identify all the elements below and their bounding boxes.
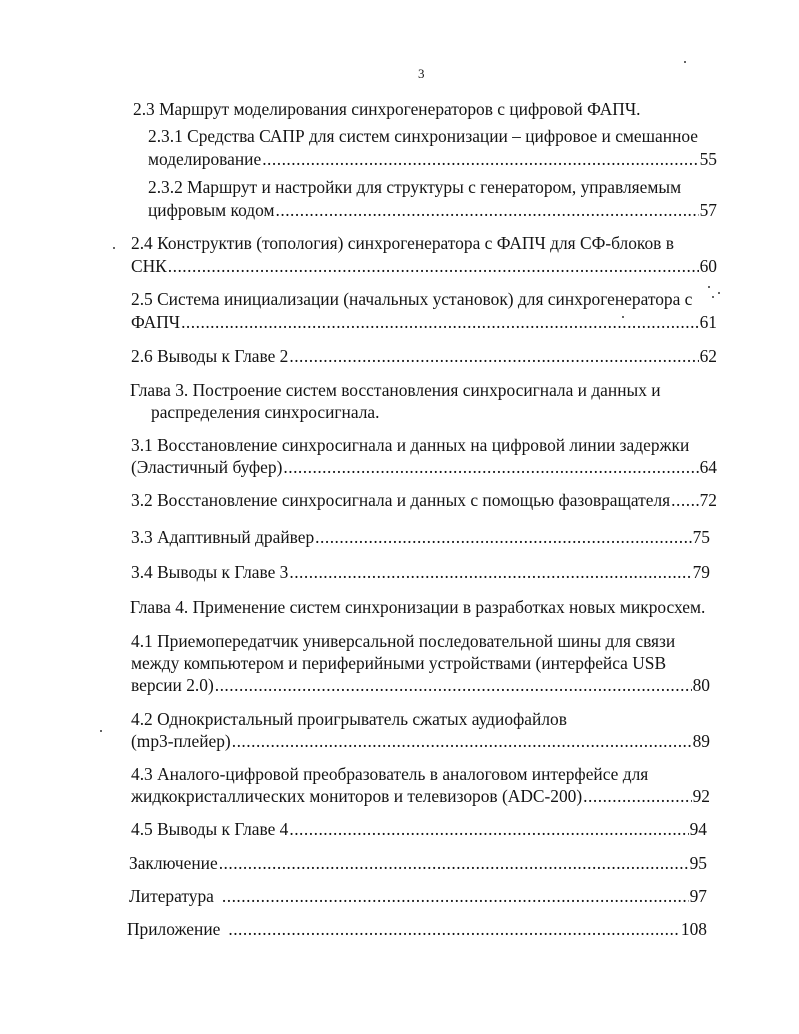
toc-entry-title: (mp3-плейер) bbox=[131, 731, 231, 751]
toc-entry-title: 3.3 Адаптивный драйвер bbox=[131, 527, 315, 547]
dot-leader bbox=[671, 489, 698, 511]
scan-speck bbox=[718, 292, 720, 294]
toc-page-number: 92 bbox=[692, 786, 710, 806]
scan-speck bbox=[708, 286, 710, 288]
toc-page-number: 64 bbox=[699, 457, 717, 477]
toc-entry-4-3 bbox=[131, 785, 710, 807]
toc-entry-2-4 bbox=[131, 255, 717, 277]
toc-entry-title: 2.6 Выводы к Главе 2 bbox=[131, 346, 289, 366]
toc-entry-4-2 bbox=[131, 730, 710, 752]
dot-leader bbox=[228, 918, 680, 940]
dot-leader bbox=[283, 456, 698, 478]
toc-entry-title: цифровым кодом bbox=[148, 200, 275, 220]
dot-leader bbox=[315, 526, 691, 548]
toc-page-number: 94 bbox=[689, 819, 707, 839]
toc-entry-title: версии 2.0) bbox=[131, 675, 214, 695]
toc-chapter-3-line1: Глава 3. Построение систем восстановления синхросигнала и данных и bbox=[130, 380, 661, 400]
toc-entry-4-1-line1: 4.1 Приемопередатчик универсальной последовательной шины для связи bbox=[131, 631, 676, 651]
toc-page-number: 80 bbox=[692, 675, 710, 695]
toc-entry-title: ФАПЧ bbox=[131, 312, 181, 332]
toc-entry-title: СНК bbox=[131, 256, 167, 276]
toc-page-number: 60 bbox=[699, 256, 717, 276]
toc-entry-2-5-line1: 2.5 Система инициализации (начальных установок) для синхрогенератора с bbox=[131, 289, 693, 309]
toc-page-number: 97 bbox=[689, 886, 707, 906]
toc-page-number: 72 bbox=[699, 490, 717, 510]
toc-entry-4-1 bbox=[131, 674, 710, 696]
dot-leader bbox=[289, 561, 691, 583]
toc-entry-2-3-2-line1: 2.3.2 Маршрут и настройки для структуры с генератором, управляемым bbox=[148, 177, 682, 197]
toc-entry-title: Приложение bbox=[127, 919, 221, 939]
dot-leader bbox=[583, 785, 691, 807]
dot-leader bbox=[219, 852, 689, 874]
page-number: 3 bbox=[418, 66, 425, 81]
dot-leader bbox=[168, 255, 699, 277]
toc-entry-title: 3.4 Выводы к Главе 3 bbox=[131, 562, 289, 582]
toc-page-number: 57 bbox=[699, 200, 717, 220]
dot-leader bbox=[215, 674, 692, 696]
dot-leader bbox=[262, 148, 698, 170]
toc-entry-2-5 bbox=[131, 311, 717, 333]
toc-page-number: 75 bbox=[692, 527, 710, 547]
toc-entry-title: жидкокристаллических мониторов и телевизоров (ADC-200) bbox=[131, 786, 583, 806]
dot-leader bbox=[289, 345, 698, 367]
toc-page-number: 55 bbox=[699, 149, 717, 169]
scan-speck bbox=[622, 316, 624, 318]
toc-chapter-3-line2: распределения синхросигнала. bbox=[151, 402, 380, 422]
toc-chapter-4: Глава 4. Применение систем синхронизации в разработках новых микросхем. bbox=[130, 597, 706, 617]
toc-entry-literature bbox=[129, 885, 707, 907]
toc-entry-2-6 bbox=[131, 345, 717, 367]
toc-entry-3-3 bbox=[131, 526, 710, 548]
toc-entry-title: 4.5 Выводы к Главе 4 bbox=[131, 819, 289, 839]
toc-entry-3-4 bbox=[131, 561, 710, 583]
toc-entry-4-5 bbox=[131, 818, 707, 840]
toc-entry-2-3-2 bbox=[148, 199, 717, 221]
toc-page-number: 62 bbox=[699, 346, 717, 366]
toc-page-number: 108 bbox=[680, 919, 707, 939]
dot-leader bbox=[276, 199, 699, 221]
toc-page-number: 89 bbox=[692, 731, 710, 751]
dot-leader bbox=[222, 885, 689, 907]
scan-speck bbox=[113, 247, 115, 249]
toc-entry-title: 3.2 Восстановление синхросигнала и данных с помощью фазовращателя bbox=[131, 490, 671, 510]
toc-entry-appendix bbox=[127, 918, 707, 940]
toc-entry-2-4-line1: 2.4 Конструктив (топология) синхрогенератора с ФАПЧ для СФ-блоков в bbox=[131, 233, 674, 253]
toc-entry-title: моделирование bbox=[148, 149, 262, 169]
toc-entry-3-2 bbox=[131, 489, 717, 511]
toc-entry-3-1-line1: 3.1 Восстановление синхросигнала и данных на цифровой линии задержки bbox=[131, 435, 690, 455]
toc-heading-2-3: 2.3 Маршрут моделирования синхрогенераторов с цифровой ФАПЧ. bbox=[133, 99, 641, 119]
scan-speck bbox=[100, 730, 102, 732]
dot-leader bbox=[289, 818, 688, 840]
toc-entry-conclusion bbox=[129, 852, 707, 874]
dot-leader bbox=[232, 730, 692, 752]
toc-entry-title: (Эластичный буфер) bbox=[131, 457, 283, 477]
toc-entry-4-3-line1: 4.3 Аналого-цифровой преобразователь в аналоговом интерфейсе для bbox=[131, 764, 649, 784]
toc-entry-4-1-line2: между компьютером и периферийными устройствами (интерфейса USB bbox=[131, 653, 667, 673]
toc-entry-3-1 bbox=[131, 456, 717, 478]
toc-entry-2-3-1-line1: 2.3.1 Средства САПР для систем синхронизации – цифровое и смешанное bbox=[148, 126, 699, 146]
toc-entry-title: Заключение bbox=[129, 853, 218, 873]
toc-entry-2-3-1 bbox=[148, 148, 717, 170]
dot-leader bbox=[181, 311, 699, 333]
scan-speck bbox=[684, 61, 686, 63]
toc-entry-4-2-line1: 4.2 Однокристальный проигрыватель сжатых аудиофайлов bbox=[131, 709, 567, 729]
toc-page-number: 61 bbox=[699, 312, 717, 332]
toc-entry-title: Литература bbox=[129, 886, 214, 906]
toc-page-number: 79 bbox=[692, 562, 710, 582]
toc-page-number: 95 bbox=[689, 853, 707, 873]
scan-speck bbox=[712, 296, 714, 298]
